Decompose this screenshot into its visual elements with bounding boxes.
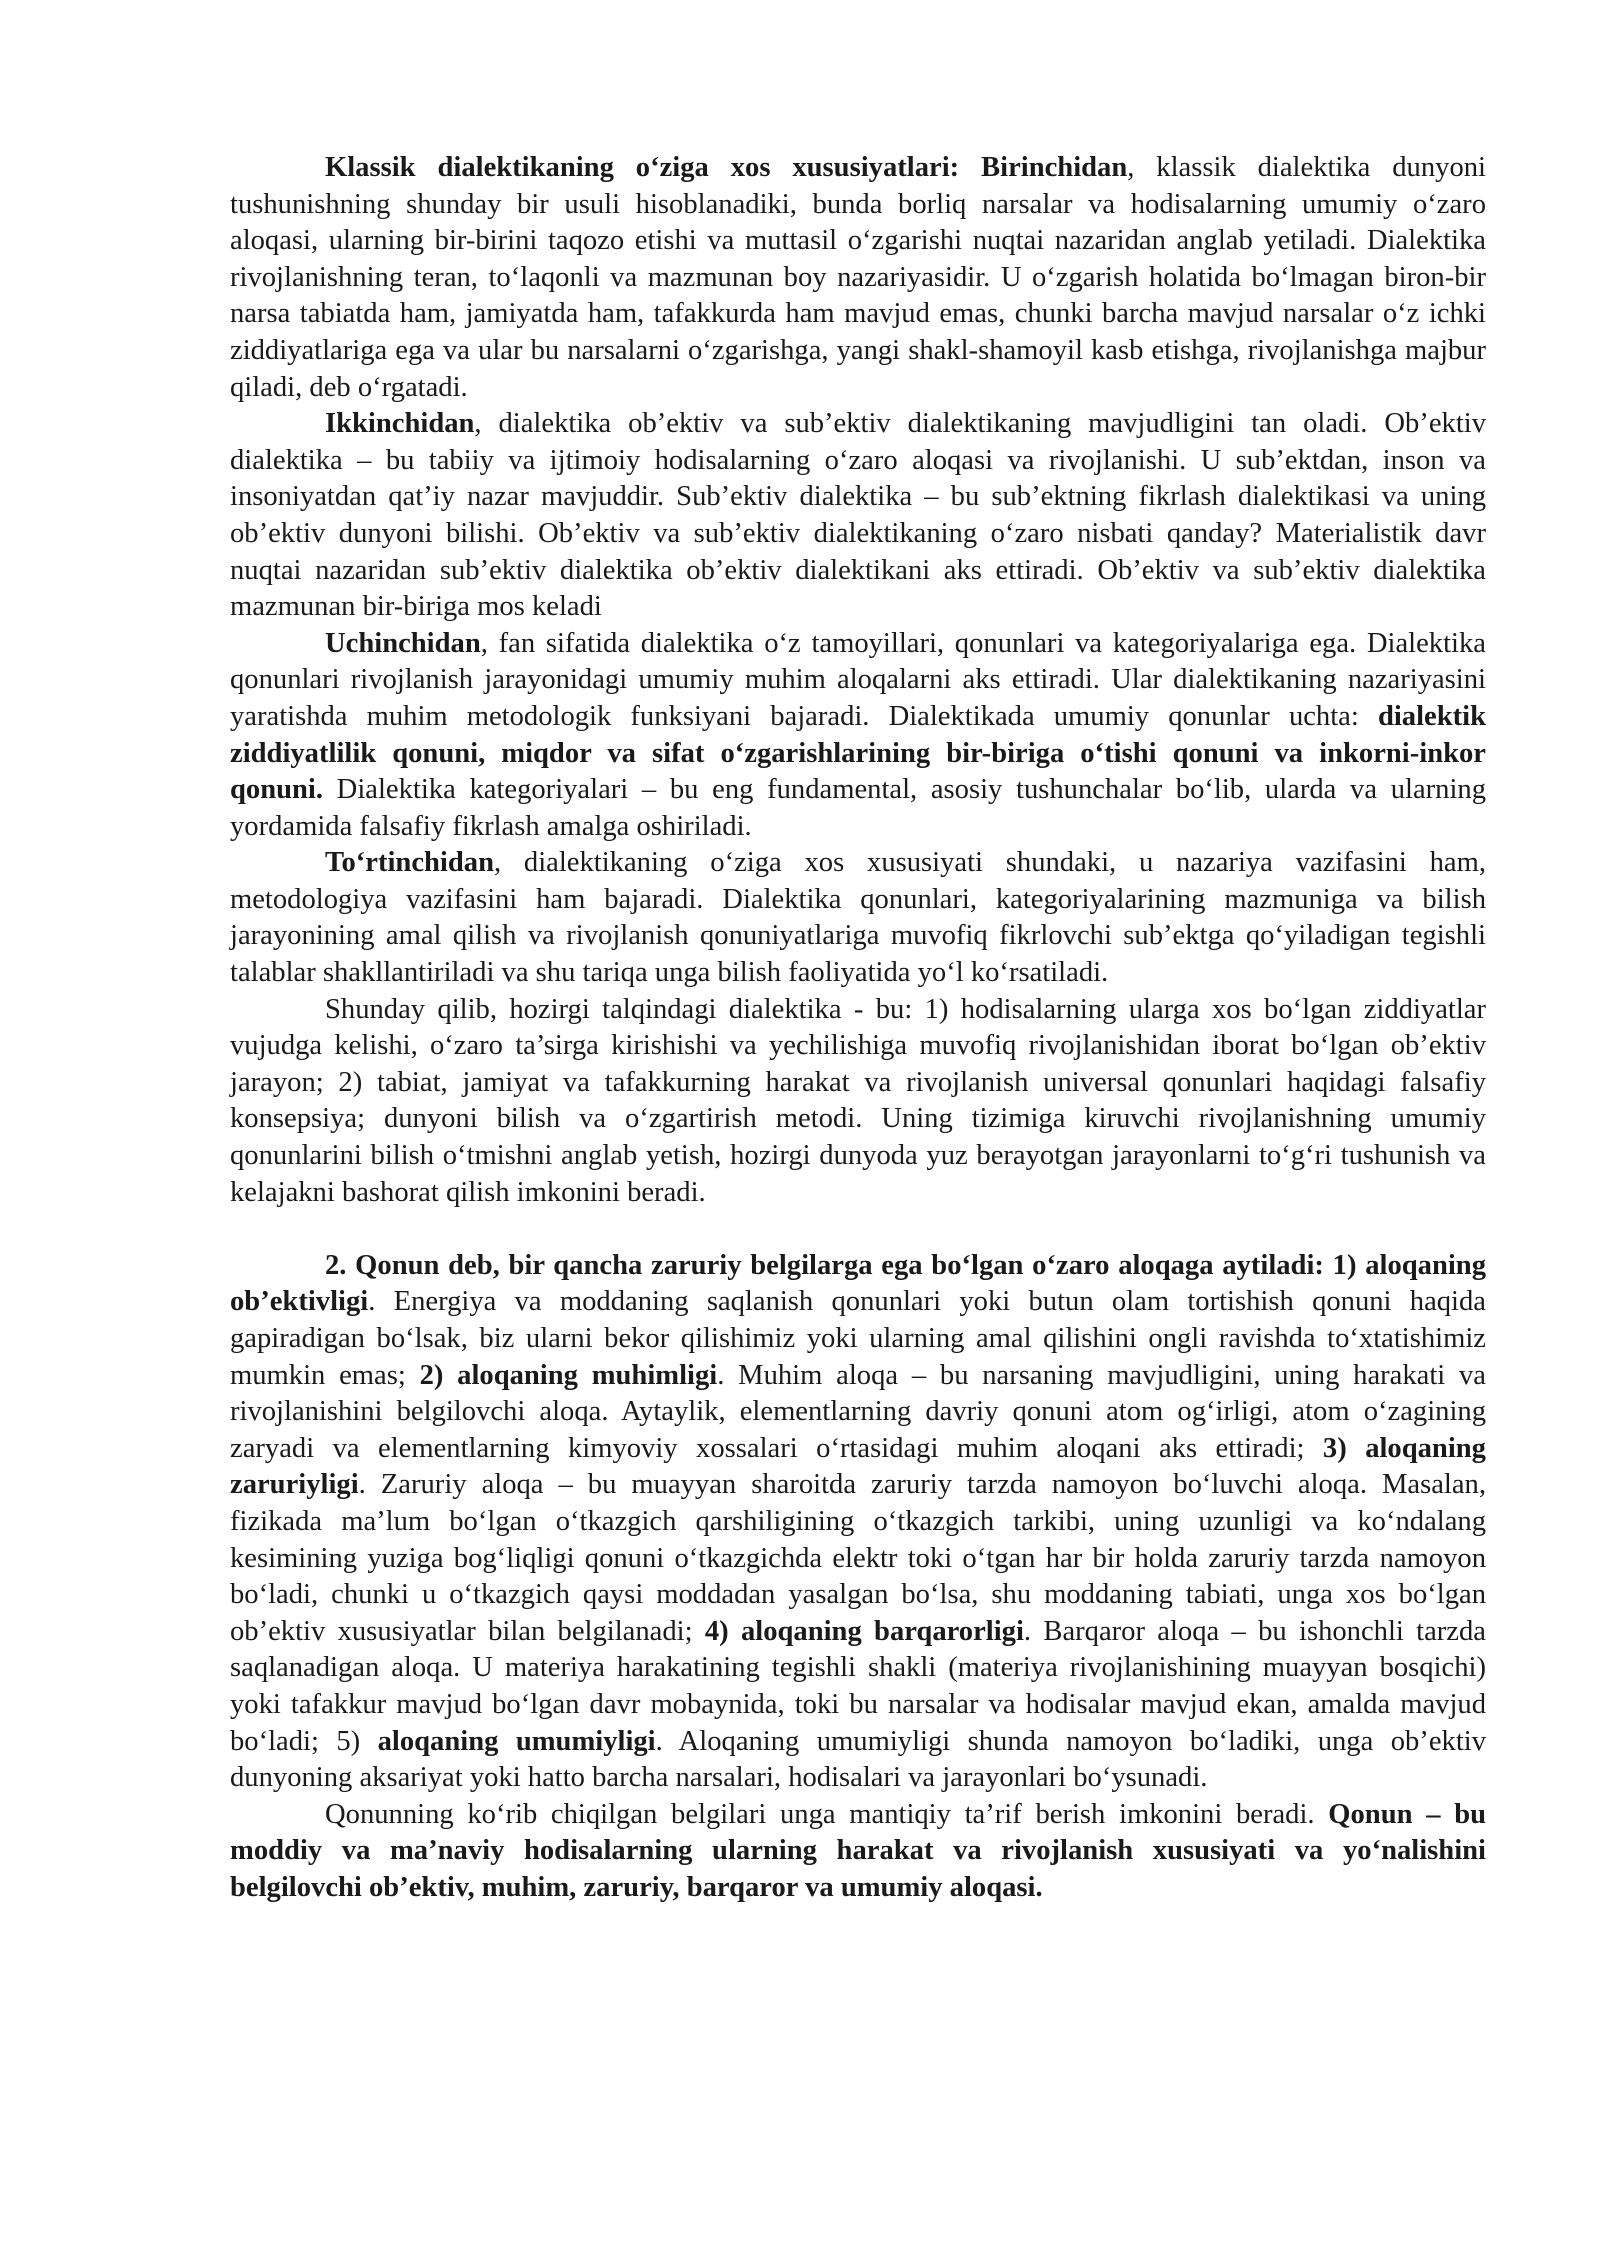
- bold-text-run: Qonun – bu moddiy va ma’naviy hodisalarning ularning harakat va rivojlanish xususiyati va yo‘nalishini belgilovchi ob’ektiv, muhim, zaruriy, barqaror va umumiy aloqasi.: [230, 1798, 1486, 1903]
- document-body: [230, 150, 1486, 1907]
- bold-text-run: 2) aloqaning muhimligi: [419, 1359, 718, 1391]
- text-run: , dialektika ob’ektiv va sub’ektiv dialektikaning mavjudligini tan oladi. Ob’ektiv dialektika – bu tabiiy va ijtimoiy hodisalarning o‘zaro aloqasi va rivojlanishi. U sub’ektdan, inson va insoniyatdan qat’iy nazar mavjuddir. Sub’ektiv dialektika – bu sub’ektning fikrlash dialektikasi va uning ob’ektiv dunyoni bilishi. Ob’ektiv va sub’ektiv dialektikaning o‘zaro nisbati qanday? Materialistik davr nuqtai nazaridan sub’ektiv dialektika ob’ektiv dialektikani aks ettiradi. Ob’ektiv va sub’ektiv dialektika mazmunan bir-biriga mos keladi: [230, 408, 1486, 623]
- bold-text-run: aloqaning umumiyligi: [377, 1725, 656, 1757]
- text-run: Dialektika kategoriyalari – bu eng fundamental, asosiy tushunchalar bo‘lib, ularda va ularning yordamida falsafiy fikrlash amalga oshiriladi.: [230, 774, 1486, 842]
- paragraph: [230, 626, 1486, 846]
- text-run: . Zaruriy aloqa – bu muayyan sharoitda zaruriy tarzda namoyon bo‘luvchi aloqa. Masalan, fizikada ma’lum bo‘lgan o‘tkazgich qarshiligining o‘tkazgich tarkibi, uning uzunligi va ko‘ndalang kesimining yuziga bog‘liqligi qonuni o‘tkazgichda elektr toki o‘tgan har bir holda zaruriy tarzda namoyon bo‘ladi, chunki u o‘tkazgich qaysi moddadan yasalgan bo‘lsa, shu moddaning tabiati, unga xos bo‘lgan ob’ektiv xususiyatlar bilan belgilanadi;: [230, 1469, 1486, 1647]
- text-run: , fan sifatida dialektika o‘z tamoyillari, qonunlari va kategoriyalariga ega. Dialektika qonunlari rivojlanish jarayonidagi umumiy muhim aloqalarni aks ettiradi. Ular dialektikaning nazariyasini yaratishda muhim metodologik funksiyani bajaradi. Dialektikada umumiy qonunlar uchta:: [230, 627, 1486, 732]
- text-run: Qonunning ko‘rib chiqilgan belgilari unga mantiqiy ta’rif berish imkonini beradi.: [325, 1798, 1329, 1830]
- bold-text-run: To‘rtinchidan: [325, 847, 494, 879]
- text-run: . Energiya va moddaning saqlanish qonunlari yoki butun olam tortishish qonuni haqida gapiradigan bo‘lsak, biz ularni bekor qilishimiz yoki ularning amal qilishini ongli ravishda to‘xtatishimiz mumkin emas;: [230, 1286, 1486, 1391]
- paragraph: [230, 150, 1486, 406]
- paragraph: [230, 1797, 1486, 1907]
- text-run: . Muhim aloqa – bu narsaning mavjudligini, uning harakati va rivojlanishini belgilovchi aloqa. Aytaylik, elementlarning davriy qonuni atom og‘irligi, atom o‘zagining zaryadi va elementlarning kimyoviy xossalari o‘rtasidagi muhim aloqani aks ettiradi;: [230, 1359, 1486, 1464]
- text-run: . Aloqaning umumiyligi shunda namoyon bo‘ladiki, unga ob’ektiv dunyoning aksariyat yoki hatto barcha narsalari, hodisalari va jarayonlari bo‘ysunadi.: [230, 1725, 1487, 1794]
- blank-line: [230, 1211, 1486, 1248]
- text-run: , klassik dialektika dunyoni tushunishning shunday bir usuli hisoblanadiki, bunda borliq narsalar va hodisalarning umumiy o‘zaro aloqasi, ularning bir-birini taqozo etishi va muttasil o‘zgarishi nuqtai nazaridan anglab yetiladi. Dialektika rivojlanishning teran, to‘laqonli va mazmunan boy nazariyasidir. U o‘zgarish holatida bo‘lmagan biron-bir narsa tabiatda ham, jamiyatda ham, tafakkurda ham mavjud emas, chunki barcha mavjud narsalar o‘z ichki ziddiyatlariga ega va ular bu narsalarni o‘zgarishga, yangi shakl-shamoyil kasb etishga, rivojlanishga majbur qiladi, deb o‘rgatadi.: [230, 152, 1486, 403]
- paragraph: [230, 1248, 1486, 1797]
- paragraph: [230, 992, 1486, 1212]
- bold-text-run: dialektik ziddiyatlilik qonuni, miqdor va sifat o‘zgarishlarining bir-biriga o‘tishi qonuni va inkorni-inkor qonuni.: [230, 700, 1486, 806]
- text-run: , dialektikaning o‘ziga xos xususiyati shundaki, u nazariya vazifasini ham, metodologiya vazifasini ham bajaradi. Dialektika qonunlari, kategoriyalarining mazmuniga va bilish jarayonining amal qilish va rivojlanish qonuniyatlariga muvofiq fikrlovchi sub’ektga qo‘yiladigan tegishli talablar shakllantiriladi va shu tariqa unga bilish faoliyatida yo‘l ko‘rsatiladi.: [230, 847, 1486, 989]
- text-run: Shunday qilib, hozirgi talqindagi dialektika - bu: 1) hodisalarning ularga xos bo‘lgan ziddiyatlar vujudga kelishi, o‘zaro ta’sirga kirishishi va yechilishiga muvofiq rivojlanishidan iborat bo‘lgan ob’ektiv jarayon; 2) tabiat, jamiyat va tafakkurning harakat va rivojlanish universal qonunlari haqidagi falsafiy konsepsiya; dunyoni bilish va o‘zgartirish metodi. Uning tizimiga kiruvchi rivojlanishning umumiy qonunlarini bilish o‘tmishni anglab yetish, hozirgi dunyoda yuz berayotgan jarayonlarni to‘g‘ri tushunish va kelajakni bashorat qilish imkonini beradi.: [230, 993, 1486, 1208]
- bold-text-run: Ikkinchidan: [325, 408, 475, 440]
- paragraph: [230, 845, 1486, 991]
- paragraph: [230, 406, 1486, 626]
- bold-text-run: 3) aloqaning zaruriyligi: [230, 1432, 1486, 1501]
- bold-text-run: 4) aloqaning barqarorligi: [704, 1615, 1024, 1647]
- text-run: . Barqaror aloqa – bu ishonchli tarzda saqlanadigan aloqa. U materiya harakatining tegishli shakli (materiya rivojlanishining muayyan bosqichi) yoki tafakkur mavjud bo‘lgan davr mobaynida, toki bu narsalar va hodisalar mavjud ekan, amalda mavjud bo‘ladi; 5): [230, 1615, 1486, 1757]
- bold-text-run: 2. Qonun deb, bir qancha zaruriy belgilarga ega bo‘lgan o‘zaro aloqaga aytiladi: 1) aloqaning ob’ektivligi: [230, 1249, 1486, 1318]
- bold-text-run: Uchinchidan: [325, 627, 481, 659]
- bold-text-run: Klassik dialektikaning o‘ziga xos xususiyatlari: Birinchidan: [325, 152, 1128, 183]
